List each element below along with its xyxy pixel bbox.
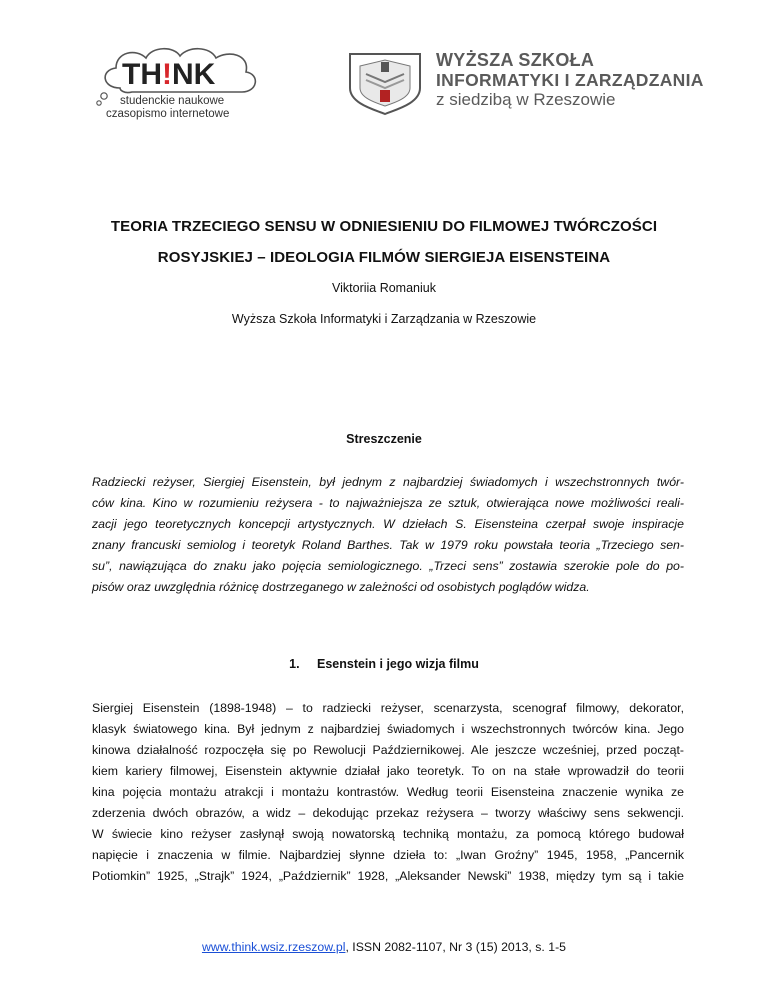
body-line: zderzenia dwóch obrazów, a widz – dekodując przekaz reżysera – tworzy właściwy sens sekwencji. [92, 806, 684, 820]
abstract-line: Radziecki reżyser, Siergiej Eisenstein, był jednym z najbardziej świadomych i wszechstronnych twór- [92, 475, 684, 489]
wsiz-emblem-icon [344, 48, 426, 116]
body-line: klasyk światowego kina. Był jednym z najbardziej świadomych i wszechstronnych twórców kina. Jego [92, 722, 684, 736]
wsiz-name-line2: INFORMATYKI I ZARZĄDZANIA [436, 70, 704, 90]
think-wordmark: TH!NK [122, 58, 216, 91]
wsiz-name-line3: z siedzibą w Rzeszowie [436, 90, 616, 109]
abstract-body [92, 472, 684, 598]
body-line: kiem kariery filmowej, Eisenstein aktywnie działał jako teoretyk. To on na stałe wprowadził do teorii [92, 764, 684, 778]
paper-title-line1: TEORIA TRZECIEGO SENSU W ODNIESIENIU DO FILMOWEJ TWÓRCZOŚCI [110, 218, 658, 235]
wsiz-logo [344, 48, 724, 116]
body-line: kina pojęcia montażu atrakcji i montażu kontrastów. Według teorii Eisensteina znaczenie wynika ze [92, 785, 684, 799]
body-line: W świecie kino reżyser zasłynął swoją nowatorską techniką montażu, za pomocą którego budował [92, 827, 684, 841]
paper-title-line2: ROSYJSKIEJ – IDEOLOGIA FILMÓW SIERGIEJA EISENSTEINA [157, 249, 611, 266]
body-line: Siergiej Eisenstein (1898-1948) – to radziecki reżyser, scenarzysta, scenograf filmowy, dekorator, [92, 701, 684, 715]
abstract-line: ców kina. Kino w rozumieniu reżysera - to najważniejsza ze sztuk, otwierająca nowe możliwości reali- [92, 496, 684, 510]
section-body [92, 698, 684, 887]
think-logo [92, 44, 268, 124]
section-heading [60, 657, 708, 671]
page-footer [60, 940, 708, 954]
abstract-line: su”, nawiązująca do znaku jako pojęcia semiologicznego. „Trzeci sens” zostawia szerokie pole do po- [92, 559, 684, 573]
author-affiliation: Wyższa Szkoła Informatyki i Zarządzania w Rzeszowie [231, 312, 537, 326]
body-line: kinowa działalność rozpoczęła się po Rewolucji Październikowej. Ale jeszcze wcześniej, przed począt- [92, 743, 684, 757]
abstract-line: zacji jego teoretycznych koncepcji artystycznych. W dziełach S. Eisensteina czerpał swoje inspiracje [92, 517, 684, 531]
abstract-heading: Streszczenie [346, 432, 422, 446]
wsiz-name-line1: WYŻSZA SZKOŁA [436, 50, 595, 70]
section-number: 1. [289, 657, 300, 671]
author-name: Viktoriia Romaniuk [332, 281, 436, 295]
abstract-line: znany francuski semiolog i teoretyk Roland Barthes. Tak w 1979 roku powstała teoria „Trzeciego sen- [92, 538, 684, 552]
section-title: Esenstein i jego wizja filmu [316, 657, 479, 671]
body-line: napięcie i znaczenia w filmie. Najbardziej słynne dzieła to: „Iwan Groźny” 1945, 1958, „Pancernik [92, 848, 684, 862]
think-tagline-1: studenckie naukowe [120, 95, 225, 107]
journal-link[interactable]: www.think.wsiz.rzeszow.pl [201, 940, 346, 954]
footer-citation: , ISSN 2082-1107, Nr 3 (15) 2013, s. 1-5 [345, 940, 567, 954]
body-line: Potiomkin” 1925, „Strajk” 1924, „Październik” 1928, „Aleksander Newski” 1938, między tym są i takie [92, 869, 684, 883]
abstract-line: pisów oraz uwzględnia różnicę dostrzeganego w zależności od osobistych poglądów widza. [92, 580, 590, 594]
think-tagline-2: czasopismo internetowe [106, 108, 230, 120]
